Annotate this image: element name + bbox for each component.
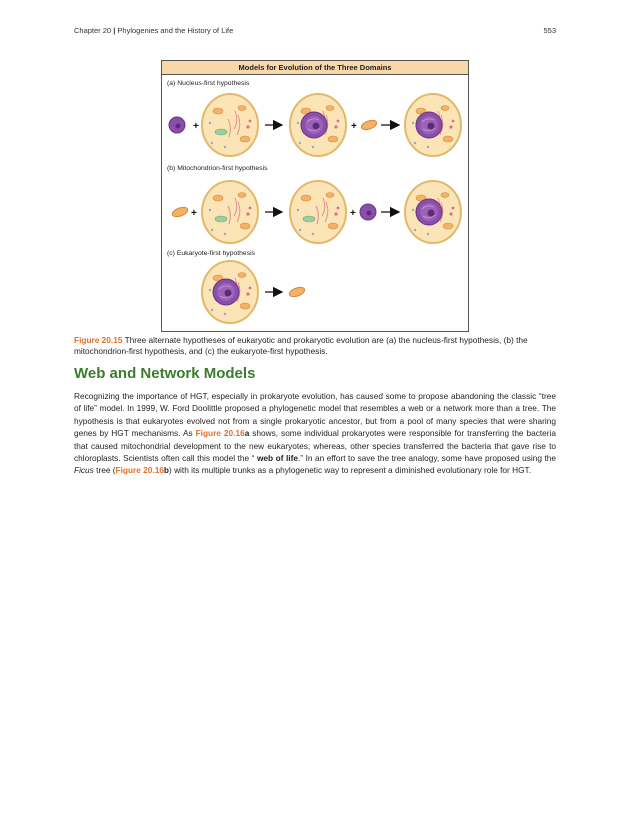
section-heading: Web and Network Models — [74, 365, 256, 382]
figure-link[interactable]: Figure 20.16 — [195, 428, 245, 439]
paragraph-text: ) with its multiple trunks as a phylogenetic way to represent a diminished evolutionary role for HGT. — [169, 465, 532, 476]
figure-caption — [74, 335, 556, 357]
panel-a-label: (a) Nucleus-first hypothesis — [167, 80, 250, 87]
key-term: web of life — [254, 453, 298, 464]
prokaryote-cell-icon — [202, 181, 258, 243]
plus-sign: + — [350, 208, 356, 219]
eukaryotic-cell-icon — [202, 261, 258, 323]
header-separator: | — [113, 26, 116, 35]
plus-sign: + — [191, 208, 197, 219]
cell-with-mitochondria-icon — [290, 181, 346, 243]
paragraph-text: tree ( — [93, 465, 116, 476]
plus-sign: + — [351, 121, 357, 132]
free-nucleus-icon — [360, 204, 376, 220]
panel-b-label: (b) Mitochondrion-first hypothesis — [167, 165, 268, 172]
cell-with-nucleus-icon — [290, 94, 346, 156]
prokaryote-icon — [288, 286, 306, 299]
mitochondrion-icon — [171, 206, 189, 219]
evolution-diagram — [162, 61, 468, 331]
figure-link-suffix: a — [244, 428, 250, 439]
running-header — [74, 26, 233, 35]
paragraph-text: .” In an effort to save the tree analogy, some have proposed using the — [297, 453, 557, 464]
body-paragraph — [74, 390, 556, 477]
figure-20-15 — [161, 60, 469, 332]
figure-link[interactable]: Figure 20.16 — [115, 465, 164, 476]
figure-title: Models for Evolution of the Three Domains — [162, 61, 468, 75]
figure-link-suffix: b — [163, 465, 169, 476]
panel-c-diagram — [202, 261, 306, 323]
chapter-title: Phylogenies and the History of Life — [117, 26, 234, 35]
paragraph-text: shows, some individual prokaryotes were responsible for transferring the bacteria that caused mitochondrial development to the new eukaryotes; whereas, other species transferred the bacteria that gave rise to chloroplasts. Scientists often call this model the “ — [74, 428, 557, 464]
eukaryotic-cell-icon — [405, 94, 461, 156]
free-nucleus-icon — [169, 117, 185, 133]
panel-c-label: (c) Eukaryote-first hypothesis — [167, 250, 256, 257]
page-number: 553 — [543, 26, 556, 35]
prokaryote-cell-icon — [202, 94, 258, 156]
plus-sign: + — [193, 121, 199, 132]
chapter-label: Chapter 20 — [74, 26, 112, 35]
panel-b-diagram — [171, 181, 461, 243]
paragraph-text: Recognizing the importance of HGT, especially in prokaryote evolution, has caused some to propose abandoning the classic “tree of life” model. In 1999, W. Ford Doolittle proposed a phylogenetic model that resembles a web or a network more than a tree. The hypothesis is that eukaryotes evolved not from a single prokaryotic ancestor, but from a pool of many species that were sharing genes by HGT mechanisms. As — [74, 391, 556, 439]
caption-text: Three alternate hypotheses of eukaryotic and prokaryotic evolution are (a) the nucleus-first hypothesis, (b) the mitochondrion-first hypothesis, and (c) the eukaryote-first hypothesis. — [74, 335, 528, 357]
eukaryotic-cell-icon — [405, 181, 461, 243]
caption-figure-label: Figure 20.15 — [74, 335, 123, 345]
panel-a-diagram — [169, 94, 461, 156]
mitochondrion-icon — [360, 119, 378, 132]
italic-term: Ficus — [74, 465, 94, 476]
